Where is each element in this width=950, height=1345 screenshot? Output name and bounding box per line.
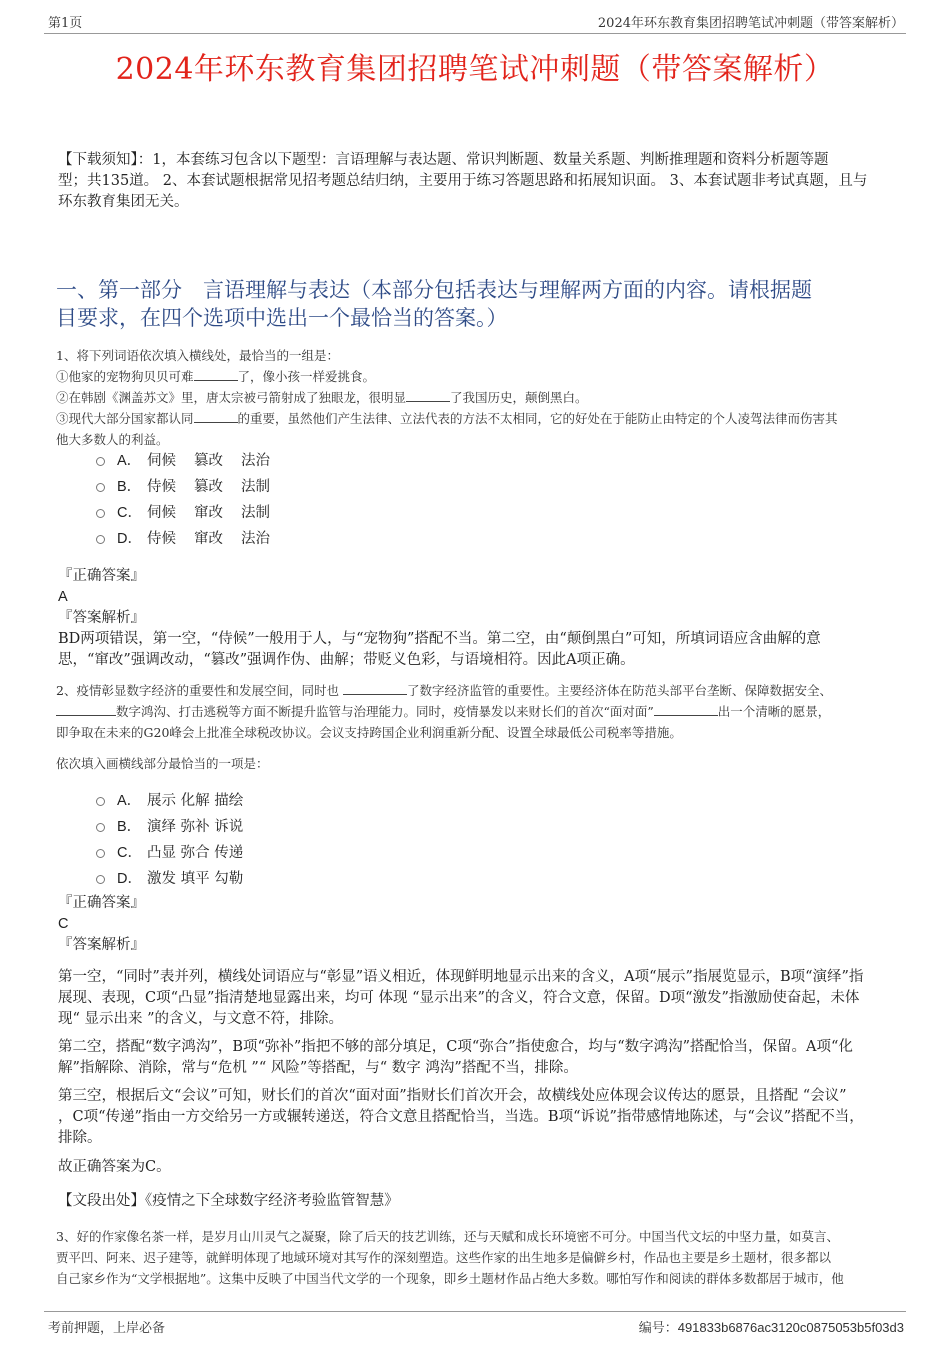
question-2-stem [56,680,906,743]
section-heading-line: 目要求，在四个选项中选出一个最恰当的答案。） [56,306,508,330]
answer-value: C [58,916,69,932]
radio-icon[interactable] [96,535,105,544]
question-1-options [96,446,288,550]
q2-analysis-blank-1: 第一空，“同时”表并列，横线处词语应与“彰显”语义相近，体现鲜明地显示出来的含义，A项“展示”指展览显示，B项“演绎”指 展现、表现，C项“凸显”指清楚地显露出来，均可 体现 “显示出来”的含义，符合文意，保留。D项“激发”指激励使奋起，未体 现“ 显示出来 ”的含义，与文意不符，排除。 [58,969,864,1027]
footer-code: 编号：491833b6876ac3120c0875053b5f03d3 [638,1320,904,1336]
question-1-answer [58,566,821,671]
answer-label: 『正确答案』 [58,568,145,584]
question-2-options [96,786,243,890]
download-notice [58,150,867,213]
radio-icon[interactable] [96,483,105,492]
option-b[interactable]: B． 侍候 篡改 法制 [96,472,288,498]
radio-icon[interactable] [96,849,105,858]
sentence-2: ②在韩剧《渊盖苏文》里，唐太宗被弓箭射成了独眼龙，很明显 了我国历史，颠倒黑白。 [56,387,906,408]
answer-label: 『正确答案』 [58,895,145,911]
sentence-1: ①他家的宠物狗贝贝可难 了，像小孩一样爱挑食。 [56,366,906,387]
radio-icon[interactable] [96,457,105,466]
answer-value: A [58,589,68,605]
question-3-stem: 3、好的作家像名茶一样，是岁月山川灵气之凝聚，除了后天的技艺训练，还与天赋和成长环境密不可分。中国当代文坛的中坚力量，如莫言、 贾平凹、阿来、迟子建等，就鲜明体现了地域环境对其写作的深刻塑造。这些作家的出生地多是偏僻乡村，作品也主要是乡土题材，很多都以 自己家乡作为“文学根据地”。这集中反映了中国当代文学的一个现象，即乡土题材作品占绝大多数。哪怕写作和阅读的群体多数都居于城市，他 [56,1229,844,1286]
radio-icon[interactable] [96,509,105,518]
option-c[interactable]: C． 伺候 窜改 法制 [96,498,288,524]
option-a[interactable]: A． 伺候 篡改 法治 [96,446,288,472]
fill-blank [343,680,407,695]
option-b[interactable]: B． 演绎 弥补 诉说 [96,812,243,838]
fill-blank [194,366,238,381]
fill-blank [654,701,718,716]
notice-line: 【下载须知】：1，本套练习包含以下题型：言语理解与表达题、常识判断题、数量关系题、判断推理题和资料分析题等题 [58,152,829,168]
question-text: 1、将下列词语依次填入横线处，最恰当的一组是： [56,348,339,363]
notice-line: 型；共135道。 2、本套试题根据常见招考题总结归纳，主要用于练习答题思路和拓展知识面。 3、本套试题非考试真题，且与 [58,173,868,189]
analysis-label: 『答案解析』 [58,610,145,626]
footer-divider [44,1311,906,1312]
header-page-number: 第1页 [48,16,83,31]
question-1-stem [56,345,906,450]
radio-icon[interactable] [96,823,105,832]
sentence-3: ③现代大部分国家都认同 的重要，虽然他们产生法律、立法代表的方法不太相同，它的好处在于能防止由特定的个人凌驾法律而伤害其 [56,408,906,429]
header-doc-title: 2024年环东教育集团招聘笔试冲刺题（带答案解析） [597,16,904,31]
question-2-answer [58,893,145,956]
footer-slogan: 考前押题，上岸必备 [48,1321,166,1336]
q2-analysis-blank-2: 第二空，搭配“数字鸿沟”，B项“弥补”指把不够的部分填足，C项“弥合”指使愈合，均与“数字鸿沟”搭配恰当，保留。A项“化 解”指解除、消除，常与“危机 ”“ 风险”等搭配，与“ 数字 鸿沟”搭配不当，排除。 [58,1039,853,1076]
option-d[interactable]: D． 激发 填平 勾勒 [96,864,243,890]
option-c[interactable]: C． 凸显 弥合 传递 [96,838,243,864]
section-heading-line: 一、第一部分 言语理解与表达（本部分包括表达与理解两方面的内容。请根据题 [56,278,812,302]
q2-line-2: 数字鸿沟、打击逃税等方面不断提升监管与治理能力。同时，疫情暴发以来财长们的首次“面对面” 出一个清晰的愿景， [56,701,906,722]
option-a[interactable]: A． 展示 化解 描绘 [96,786,243,812]
analysis-line: BD两项错误，第一空，“侍候”一般用于人，与“宠物狗”搭配不当。第二空，由“颠倒黑白”可知，所填词语应含曲解的意 [58,631,821,647]
radio-icon[interactable] [96,875,105,884]
option-d[interactable]: D． 侍候 窜改 法治 [96,524,288,550]
q2-line-3: 即争取在未来的G20峰会上批准全球税改协议。会议支持跨国企业利润重新分配、设置全球最低公司税率等措施。 [56,725,682,740]
q2-analysis-blank-3: 第三空，根据后文“会议”可知，财长们的首次“面对面”指财长们首次开会，故横线处应体现会议传达的愿景，且搭配 “会议” ，C项“传递”指由一方交给另一方或辗转递送，符合文意且搭配恰当，当选。B项“诉说”指带感情地陈述，与“会议”搭配不当， 排除。 [58,1088,864,1146]
radio-icon[interactable] [96,797,105,806]
q2-source: 【文段出处】《疫情之下全球数字经济考验监管智慧》 [58,1193,399,1209]
sentence-3-cont: 他大多数人的利益。 [56,432,169,447]
fill-blank [194,408,238,423]
fill-blank [406,387,450,402]
q2-line-1: 2、疫情彰显数字经济的重要性和发展空间，同时也 了数字经济监管的重要性。主要经济体在防范头部平台垄断、保障数据安全、 [56,680,906,701]
header-divider [44,33,906,34]
analysis-label: 『答案解析』 [58,937,145,953]
fill-blank [56,701,116,716]
q2-conclusion: 故正确答案为C。 [58,1159,171,1175]
page-title: 2024年环东教育集团招聘笔试冲刺题（带答案解析） [115,52,835,87]
notice-line: 环东教育集团无关。 [58,194,189,210]
section-heading [56,276,812,332]
question-2-prompt: 依次填入画横线部分最恰当的一项是： [56,756,269,771]
analysis-line: 思，“窜改”强调改动，“篡改”强调作伪、曲解；带贬义色彩，与语境相符。因此A项正确。 [58,652,635,668]
